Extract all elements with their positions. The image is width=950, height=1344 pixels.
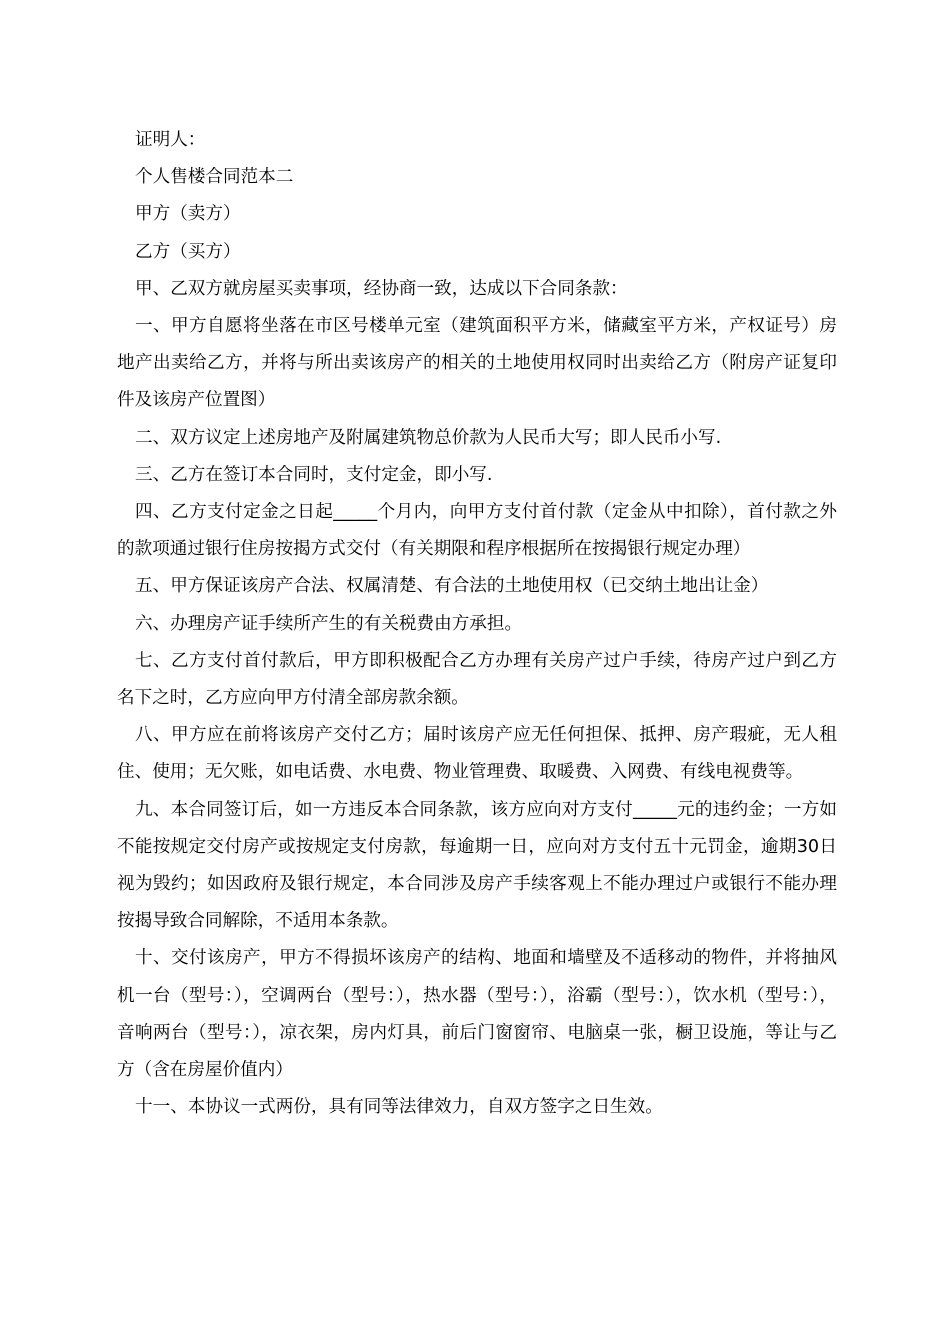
witness-line: 证明人：	[135, 130, 206, 150]
clause-6: 六、办理房产证手续所产生的有关税费由方承担。	[135, 613, 523, 634]
document-title: 个人售楼合同范本二	[135, 167, 294, 188]
preamble-paragraph: 甲、乙双方就房屋买卖事项，经协商一致，达成以下合同条款：	[135, 278, 628, 299]
clause-11: 十一、本协议一式两份，具有同等法律效力，自双方签字之日生效。	[135, 1097, 663, 1118]
clause-3: 三、乙方在签订本合同时，支付定金，即小写.	[135, 464, 493, 485]
clause-2: 二、双方议定上述房地产及附属建筑物总价款为人民币大写；即人民币小写.	[135, 427, 722, 448]
clause-4: 四、乙方支付定金之日起_____个月内，向甲方支付首付款（定金从中扣除），首付款之外的款项通过银行住房按揭方式交付（有关期限和程序根据所在按揭银行规定办理）	[117, 502, 837, 560]
document-body	[117, 122, 837, 1126]
party-a-line: 甲方（卖方）	[135, 204, 241, 225]
party-b-line: 乙方（买方）	[135, 241, 241, 262]
clause-8: 八、甲方应在前将该房产交付乙方；届时该房产应无任何担保、抵押、房产瑕疵，无人租住、使用；无欠账，如电话费、水电费、物业管理费、取暖费、入网费、有线电视费等。	[117, 725, 837, 783]
clause-5: 五、甲方保证该房产合法、权属清楚、有合法的土地使用权（已交纳土地出让金）	[135, 576, 769, 597]
clause-9: 九、本合同签订后，如一方违反本合同条款，该方应向对方支付_____元的违约金；一方如不能按规定交付房产或按规定支付房款，每逾期一日，应向对方支付五十元罚金，逾期30日视为毁约；如因政府及银行规定，本合同涉及房产手续客观上不能办理过户或银行不能办理按揭导致合同解除，不适用本条款。	[117, 799, 837, 932]
clause-1: 一、甲方自愿将坐落在市区号楼单元室（建筑面积平方米，储藏室平方米，产权证号）房地产出卖给乙方，并将与所出卖该房产的相关的土地使用权同时出卖给乙方（附房产证复印件及该房产位置图）	[117, 316, 837, 411]
clause-10: 十、交付该房产，甲方不得损坏该房产的结构、地面和墙壁及不适移动的物件，并将抽风机一台（型号：），空调两台（型号：），热水器（型号：），浴霸（型号：），饮水机（型号：），音响两台（型号：），凉衣架，房内灯具，前后门窗窗帘、电脑桌一张，橱卫设施，等让与乙方（含在房屋价值内）	[117, 948, 837, 1081]
clause-7: 七、乙方支付首付款后，甲方即积极配合乙方办理有关房产过户手续，待房产过户到乙方名下之时，乙方应向甲方付清全部房款余额。	[117, 650, 837, 709]
